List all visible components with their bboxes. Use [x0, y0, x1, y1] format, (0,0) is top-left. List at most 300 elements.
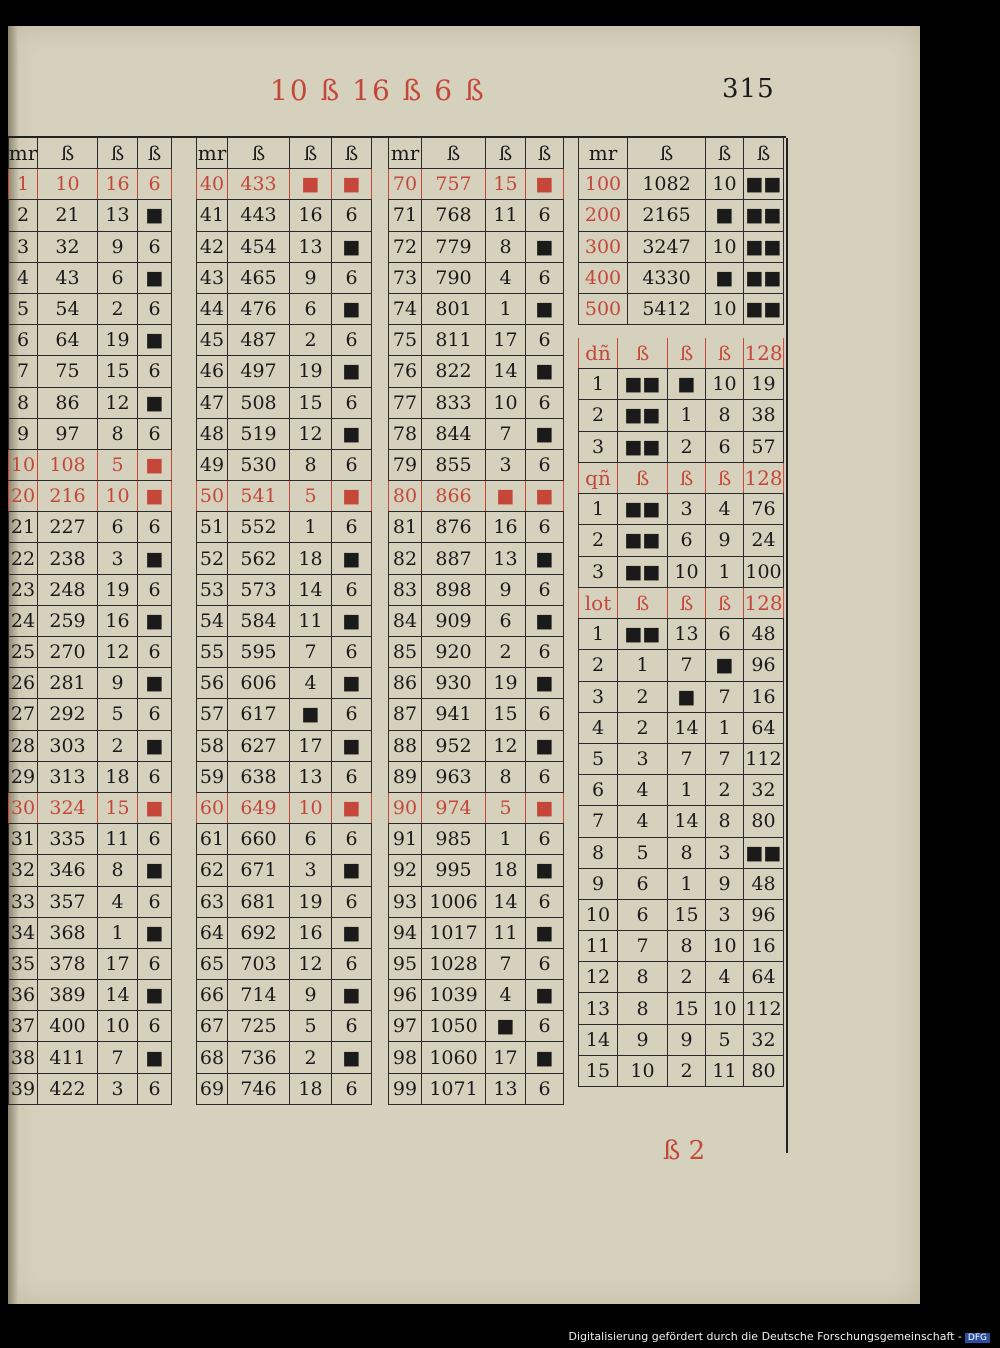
table-cell: ■	[290, 169, 332, 199]
footer-credit	[569, 1330, 990, 1343]
table-cell: 2	[578, 650, 618, 680]
table-cell: 48	[744, 619, 784, 649]
table-row	[578, 682, 784, 713]
header-cell: ß	[618, 588, 668, 618]
table-row	[8, 637, 172, 668]
table-cell: ■	[138, 918, 172, 948]
table-cell: 6	[290, 824, 332, 854]
table-cell: 17	[486, 1042, 526, 1072]
table-cell: 4	[618, 806, 668, 836]
table-row	[578, 494, 784, 525]
table-row	[196, 294, 372, 325]
table-cell: 6	[98, 263, 138, 293]
table-row	[8, 419, 172, 450]
table-row	[578, 294, 784, 325]
table-row	[578, 232, 784, 263]
table-cell: 476	[228, 294, 290, 324]
table-cell: 67	[196, 1011, 228, 1041]
table-cell: 8	[668, 931, 706, 961]
table-cell: 15	[486, 169, 526, 199]
table-cell: 6	[138, 356, 172, 386]
table-cell: 3	[578, 432, 618, 462]
table-cell: 31	[8, 824, 38, 854]
table-cell: ■	[526, 918, 564, 948]
table-cell: 4	[618, 775, 668, 805]
table-cell: 90	[388, 793, 422, 823]
table-cell: 9	[618, 1025, 668, 1055]
table-row	[388, 263, 564, 294]
table-cell: 1	[486, 824, 526, 854]
table-row	[196, 575, 372, 606]
table-cell: 2	[8, 200, 38, 230]
table-cell: 35	[8, 949, 38, 979]
table-cell: ■	[332, 731, 372, 761]
table-row	[578, 369, 784, 400]
table-cell: 725	[228, 1011, 290, 1041]
table-cell: 21	[38, 200, 98, 230]
table-cell: ■	[332, 232, 372, 262]
table-cell: 16	[290, 918, 332, 948]
table-marks-100-500	[578, 138, 784, 325]
table-cell: 29	[8, 762, 38, 792]
table-cell: 12	[98, 637, 138, 667]
table-cell: 6	[138, 575, 172, 605]
table-cell: 335	[38, 824, 98, 854]
page-number: 315	[722, 74, 775, 104]
table-cell: 6	[332, 637, 372, 667]
table-cell: 1	[706, 557, 744, 587]
table-cell: 2	[578, 400, 618, 430]
table-cell: 13	[668, 619, 706, 649]
table-cell: 6	[706, 432, 744, 462]
table-cell: 6	[526, 325, 564, 355]
table-cell: 400	[578, 263, 628, 293]
table-cell: 281	[38, 668, 98, 698]
table-cell: 21	[8, 512, 38, 542]
table-cell: 627	[228, 731, 290, 761]
table-cell: 801	[422, 294, 486, 324]
table-cell: 8	[290, 450, 332, 480]
table-row	[8, 762, 172, 793]
table-row	[578, 806, 784, 837]
table-cell: 6	[332, 949, 372, 979]
table-cell: 2165	[628, 200, 706, 230]
table-row	[578, 1056, 784, 1087]
table-row	[578, 263, 784, 294]
table-cell: 974	[422, 793, 486, 823]
table-cell: 8	[618, 993, 668, 1023]
table-cell: ■	[138, 388, 172, 418]
table-header-row	[578, 588, 784, 619]
table-cell: 9	[706, 525, 744, 555]
table-row	[578, 993, 784, 1024]
table-cell: 6	[138, 699, 172, 729]
table-row	[196, 824, 372, 855]
table-cell: 2	[706, 775, 744, 805]
table-cell: 86	[388, 668, 422, 698]
dfg-logo: DFG	[965, 1333, 990, 1343]
table-cell: 909	[422, 606, 486, 636]
table-row	[196, 1042, 372, 1073]
table-cell: 54	[38, 294, 98, 324]
table-cell: 6	[526, 824, 564, 854]
table-cell: 66	[196, 980, 228, 1010]
header-cell: ß	[486, 138, 526, 168]
table-cell: 422	[38, 1074, 98, 1104]
table-cell: 4	[706, 494, 744, 524]
table-row	[578, 1025, 784, 1056]
table-cell: 41	[196, 200, 228, 230]
table-cell: 6	[138, 762, 172, 792]
table-cell: 89	[388, 762, 422, 792]
header-cell: ß	[228, 138, 290, 168]
table-cell: 9	[486, 575, 526, 605]
table-cell: ■■	[744, 169, 784, 199]
table-row	[578, 557, 784, 588]
table-cell: 1	[578, 619, 618, 649]
table-cell: 14	[98, 980, 138, 1010]
table-cell: 5	[290, 481, 332, 511]
table-row	[578, 869, 784, 900]
header-cell: 128	[744, 338, 784, 368]
table-row	[196, 325, 372, 356]
table-cell: 5	[486, 793, 526, 823]
table-cell: 96	[744, 650, 784, 680]
header-cell: 128	[744, 463, 784, 493]
table-cell: 519	[228, 419, 290, 449]
table-cell: 65	[196, 949, 228, 979]
table-cell: 6	[332, 263, 372, 293]
table-cell: 112	[744, 993, 784, 1023]
table-cell: 216	[38, 481, 98, 511]
table-row	[8, 980, 172, 1011]
table-cell: ■	[526, 606, 564, 636]
table-row	[196, 1074, 372, 1105]
table-cell: 38	[8, 1042, 38, 1072]
table-cell: 4	[98, 887, 138, 917]
table-cell: 16	[98, 606, 138, 636]
table-cell: 1017	[422, 918, 486, 948]
table-cell: 497	[228, 356, 290, 386]
table-row	[388, 200, 564, 231]
table-cell: 4	[290, 668, 332, 698]
table-cell: 2	[98, 294, 138, 324]
table-row	[8, 949, 172, 980]
table-cell: 487	[228, 325, 290, 355]
table-row	[578, 931, 784, 962]
table-cell: 844	[422, 419, 486, 449]
table-cell: 68	[196, 1042, 228, 1072]
table-row	[388, 450, 564, 481]
table-cell: 5412	[628, 294, 706, 324]
table-cell: 9	[668, 1025, 706, 1055]
table-row	[388, 169, 564, 200]
table-cell: 112	[744, 744, 784, 774]
table-cell: 85	[388, 637, 422, 667]
table-cell: 3	[578, 682, 618, 712]
header-cell: dñ	[578, 338, 618, 368]
table-cell: 930	[422, 668, 486, 698]
table-cell: 49	[196, 450, 228, 480]
table-cell: ■	[138, 606, 172, 636]
table-cell: 59	[196, 762, 228, 792]
table-cell: 26	[8, 668, 38, 698]
table-row	[8, 699, 172, 730]
table-cell: 91	[388, 824, 422, 854]
table-cell: 7	[578, 806, 618, 836]
table-cell: 10	[706, 232, 744, 262]
table-cell: ■■	[744, 200, 784, 230]
table-cell: 86	[38, 388, 98, 418]
table-cell: 963	[422, 762, 486, 792]
table-cell: 811	[422, 325, 486, 355]
table-cell: 17	[98, 949, 138, 979]
header-cell: mr	[578, 138, 628, 168]
table-row	[388, 793, 564, 824]
table-row	[8, 1042, 172, 1073]
table-cell: 6	[8, 325, 38, 355]
table-cell: 14	[668, 713, 706, 743]
table-cell: 324	[38, 793, 98, 823]
running-head: 10 ß 16 ß 6 ß	[270, 74, 486, 107]
table-row	[196, 855, 372, 886]
table-cell: 6	[526, 699, 564, 729]
signature-mark: ß 2	[663, 1136, 706, 1166]
table-cell: 6	[332, 450, 372, 480]
table-cell: 2	[578, 525, 618, 555]
table-cell: 433	[228, 169, 290, 199]
table-cell: 16	[290, 200, 332, 230]
table-cell: 6	[290, 294, 332, 324]
table-cell: 7	[706, 744, 744, 774]
table-cell: 660	[228, 824, 290, 854]
table-cell: 10	[706, 369, 744, 399]
header-cell: ß	[706, 138, 744, 168]
header-cell: ß	[668, 463, 706, 493]
table-cell: 13	[578, 993, 618, 1023]
table-row	[196, 543, 372, 574]
table-cell: ■	[526, 980, 564, 1010]
table-cell: 1028	[422, 949, 486, 979]
table-cell: 32	[744, 1025, 784, 1055]
table-row	[196, 980, 372, 1011]
table-cell: 400	[38, 1011, 98, 1041]
table-cell: 32	[38, 232, 98, 262]
table-cell: 15	[578, 1056, 618, 1086]
table-cell: 7	[668, 744, 706, 774]
table-row	[196, 731, 372, 762]
table-cell: 757	[422, 169, 486, 199]
table-cell: 2	[668, 962, 706, 992]
table-cell: 6	[618, 869, 668, 899]
table-cell: 3247	[628, 232, 706, 262]
table-cell: 443	[228, 200, 290, 230]
table-cell: ■■	[618, 619, 668, 649]
table-cell: 12	[486, 731, 526, 761]
table-cell: 64	[744, 962, 784, 992]
table-cell: ■	[138, 481, 172, 511]
table-cell: 96	[744, 900, 784, 930]
table-cell: 1	[98, 918, 138, 948]
table-cell: 6	[706, 619, 744, 649]
table-cell: 83	[388, 575, 422, 605]
table-row	[388, 699, 564, 730]
table-cell: ■	[526, 481, 564, 511]
table-row	[388, 543, 564, 574]
table-cell: 1	[290, 512, 332, 542]
table-row	[8, 325, 172, 356]
table-cell: 4	[8, 263, 38, 293]
table-cell: 72	[388, 232, 422, 262]
table-row	[196, 356, 372, 387]
table-cell: 96	[388, 980, 422, 1010]
table-cell: ■■	[618, 494, 668, 524]
table-cell: 10	[486, 388, 526, 418]
table-row	[388, 637, 564, 668]
table-cell: 13	[486, 543, 526, 573]
table-row	[8, 575, 172, 606]
table-row	[388, 980, 564, 1011]
table-cell: 10	[98, 481, 138, 511]
table-cell: 45	[196, 325, 228, 355]
table-row	[388, 606, 564, 637]
table-cell: 12	[290, 419, 332, 449]
table-cell: 833	[422, 388, 486, 418]
table-cell: 238	[38, 543, 98, 573]
table-row	[8, 793, 172, 824]
header-cell: ß	[38, 138, 98, 168]
table-cell: 4	[578, 713, 618, 743]
table-cell: 6	[526, 1011, 564, 1041]
table-cell: 6	[332, 512, 372, 542]
table-cell: 14	[290, 575, 332, 605]
table-cell: 15	[290, 388, 332, 418]
table-cell: ■	[332, 980, 372, 1010]
table-cell: 3	[706, 900, 744, 930]
table-cell: 87	[388, 699, 422, 729]
table-cell: ■	[332, 918, 372, 948]
table-cell: 24	[744, 525, 784, 555]
table-header-row	[8, 138, 172, 169]
table-quarter	[578, 463, 784, 588]
header-cell: ß	[706, 463, 744, 493]
table-cell: 79	[388, 450, 422, 480]
header-cell: ß	[618, 463, 668, 493]
table-row	[8, 356, 172, 387]
table-cell: 1	[486, 294, 526, 324]
table-cell: 48	[744, 869, 784, 899]
table-cell: 6	[332, 887, 372, 917]
table-cell: ■	[526, 294, 564, 324]
table-cell: ■	[332, 668, 372, 698]
table-row	[196, 1011, 372, 1042]
table-cell: 16	[744, 931, 784, 961]
table-row	[8, 1074, 172, 1105]
header-cell: ß	[98, 138, 138, 168]
table-cell: 606	[228, 668, 290, 698]
table-quintal	[578, 338, 784, 463]
table-cell: 25	[8, 637, 38, 667]
table-cell: 1050	[422, 1011, 486, 1041]
table-cell: 6	[138, 887, 172, 917]
table-cell: 227	[38, 512, 98, 542]
table-cell: 64	[744, 713, 784, 743]
table-cell: ■	[706, 200, 744, 230]
table-row	[8, 543, 172, 574]
table-cell: 248	[38, 575, 98, 605]
table-cell: ■	[526, 1042, 564, 1072]
table-cell: 13	[486, 1074, 526, 1104]
table-cell: 6	[332, 762, 372, 792]
table-header-row	[578, 138, 784, 169]
table-cell: 5	[578, 744, 618, 774]
table-cell: 3	[486, 450, 526, 480]
table-cell: 649	[228, 793, 290, 823]
table-marks-40-69	[196, 138, 372, 1105]
table-cell: 2	[290, 1042, 332, 1072]
header-cell: 128	[744, 588, 784, 618]
table-cell: 638	[228, 762, 290, 792]
table-cell: 44	[196, 294, 228, 324]
table-cell: 10	[706, 294, 744, 324]
header-cell: ß	[618, 338, 668, 368]
table-row	[388, 232, 564, 263]
table-cell: ■	[526, 668, 564, 698]
table-cell: 15	[668, 900, 706, 930]
table-row	[388, 512, 564, 543]
table-cell: 671	[228, 855, 290, 885]
table-cell: 866	[422, 481, 486, 511]
table-cell: 48	[196, 419, 228, 449]
table-cell: 8	[486, 232, 526, 262]
table-cell: 15	[98, 356, 138, 386]
table-cell: 6	[332, 824, 372, 854]
table-cell: 3	[618, 744, 668, 774]
table-cell: 779	[422, 232, 486, 262]
table-row	[196, 419, 372, 450]
table-row	[196, 388, 372, 419]
table-cell: 16	[744, 682, 784, 712]
table-cell: ■■	[618, 400, 668, 430]
table-cell: 15	[668, 993, 706, 1023]
table-cell: 76	[744, 494, 784, 524]
table-cell: 2	[618, 682, 668, 712]
table-lot	[578, 588, 784, 1087]
table-cell: ■	[138, 450, 172, 480]
table-cell: 14	[578, 1025, 618, 1055]
table-cell: 33	[8, 887, 38, 917]
table-cell: 465	[228, 263, 290, 293]
table-cell: 9	[8, 419, 38, 449]
table-cell: 10	[38, 169, 98, 199]
table-cell: ■	[332, 855, 372, 885]
header-cell: ß	[706, 588, 744, 618]
table-cell: 1	[578, 494, 618, 524]
table-row	[578, 838, 784, 869]
table-cell: ■	[332, 481, 372, 511]
table-cell: 63	[196, 887, 228, 917]
table-header-row	[196, 138, 372, 169]
table-cell: 15	[98, 793, 138, 823]
table-row	[8, 388, 172, 419]
table-cell: ■	[138, 263, 172, 293]
table-cell: 1071	[422, 1074, 486, 1104]
table-cell: 6	[668, 525, 706, 555]
table-cell: 8	[706, 806, 744, 836]
table-marks-70-99	[388, 138, 564, 1105]
table-cell: 94	[388, 918, 422, 948]
table-cell: ■	[138, 1042, 172, 1072]
